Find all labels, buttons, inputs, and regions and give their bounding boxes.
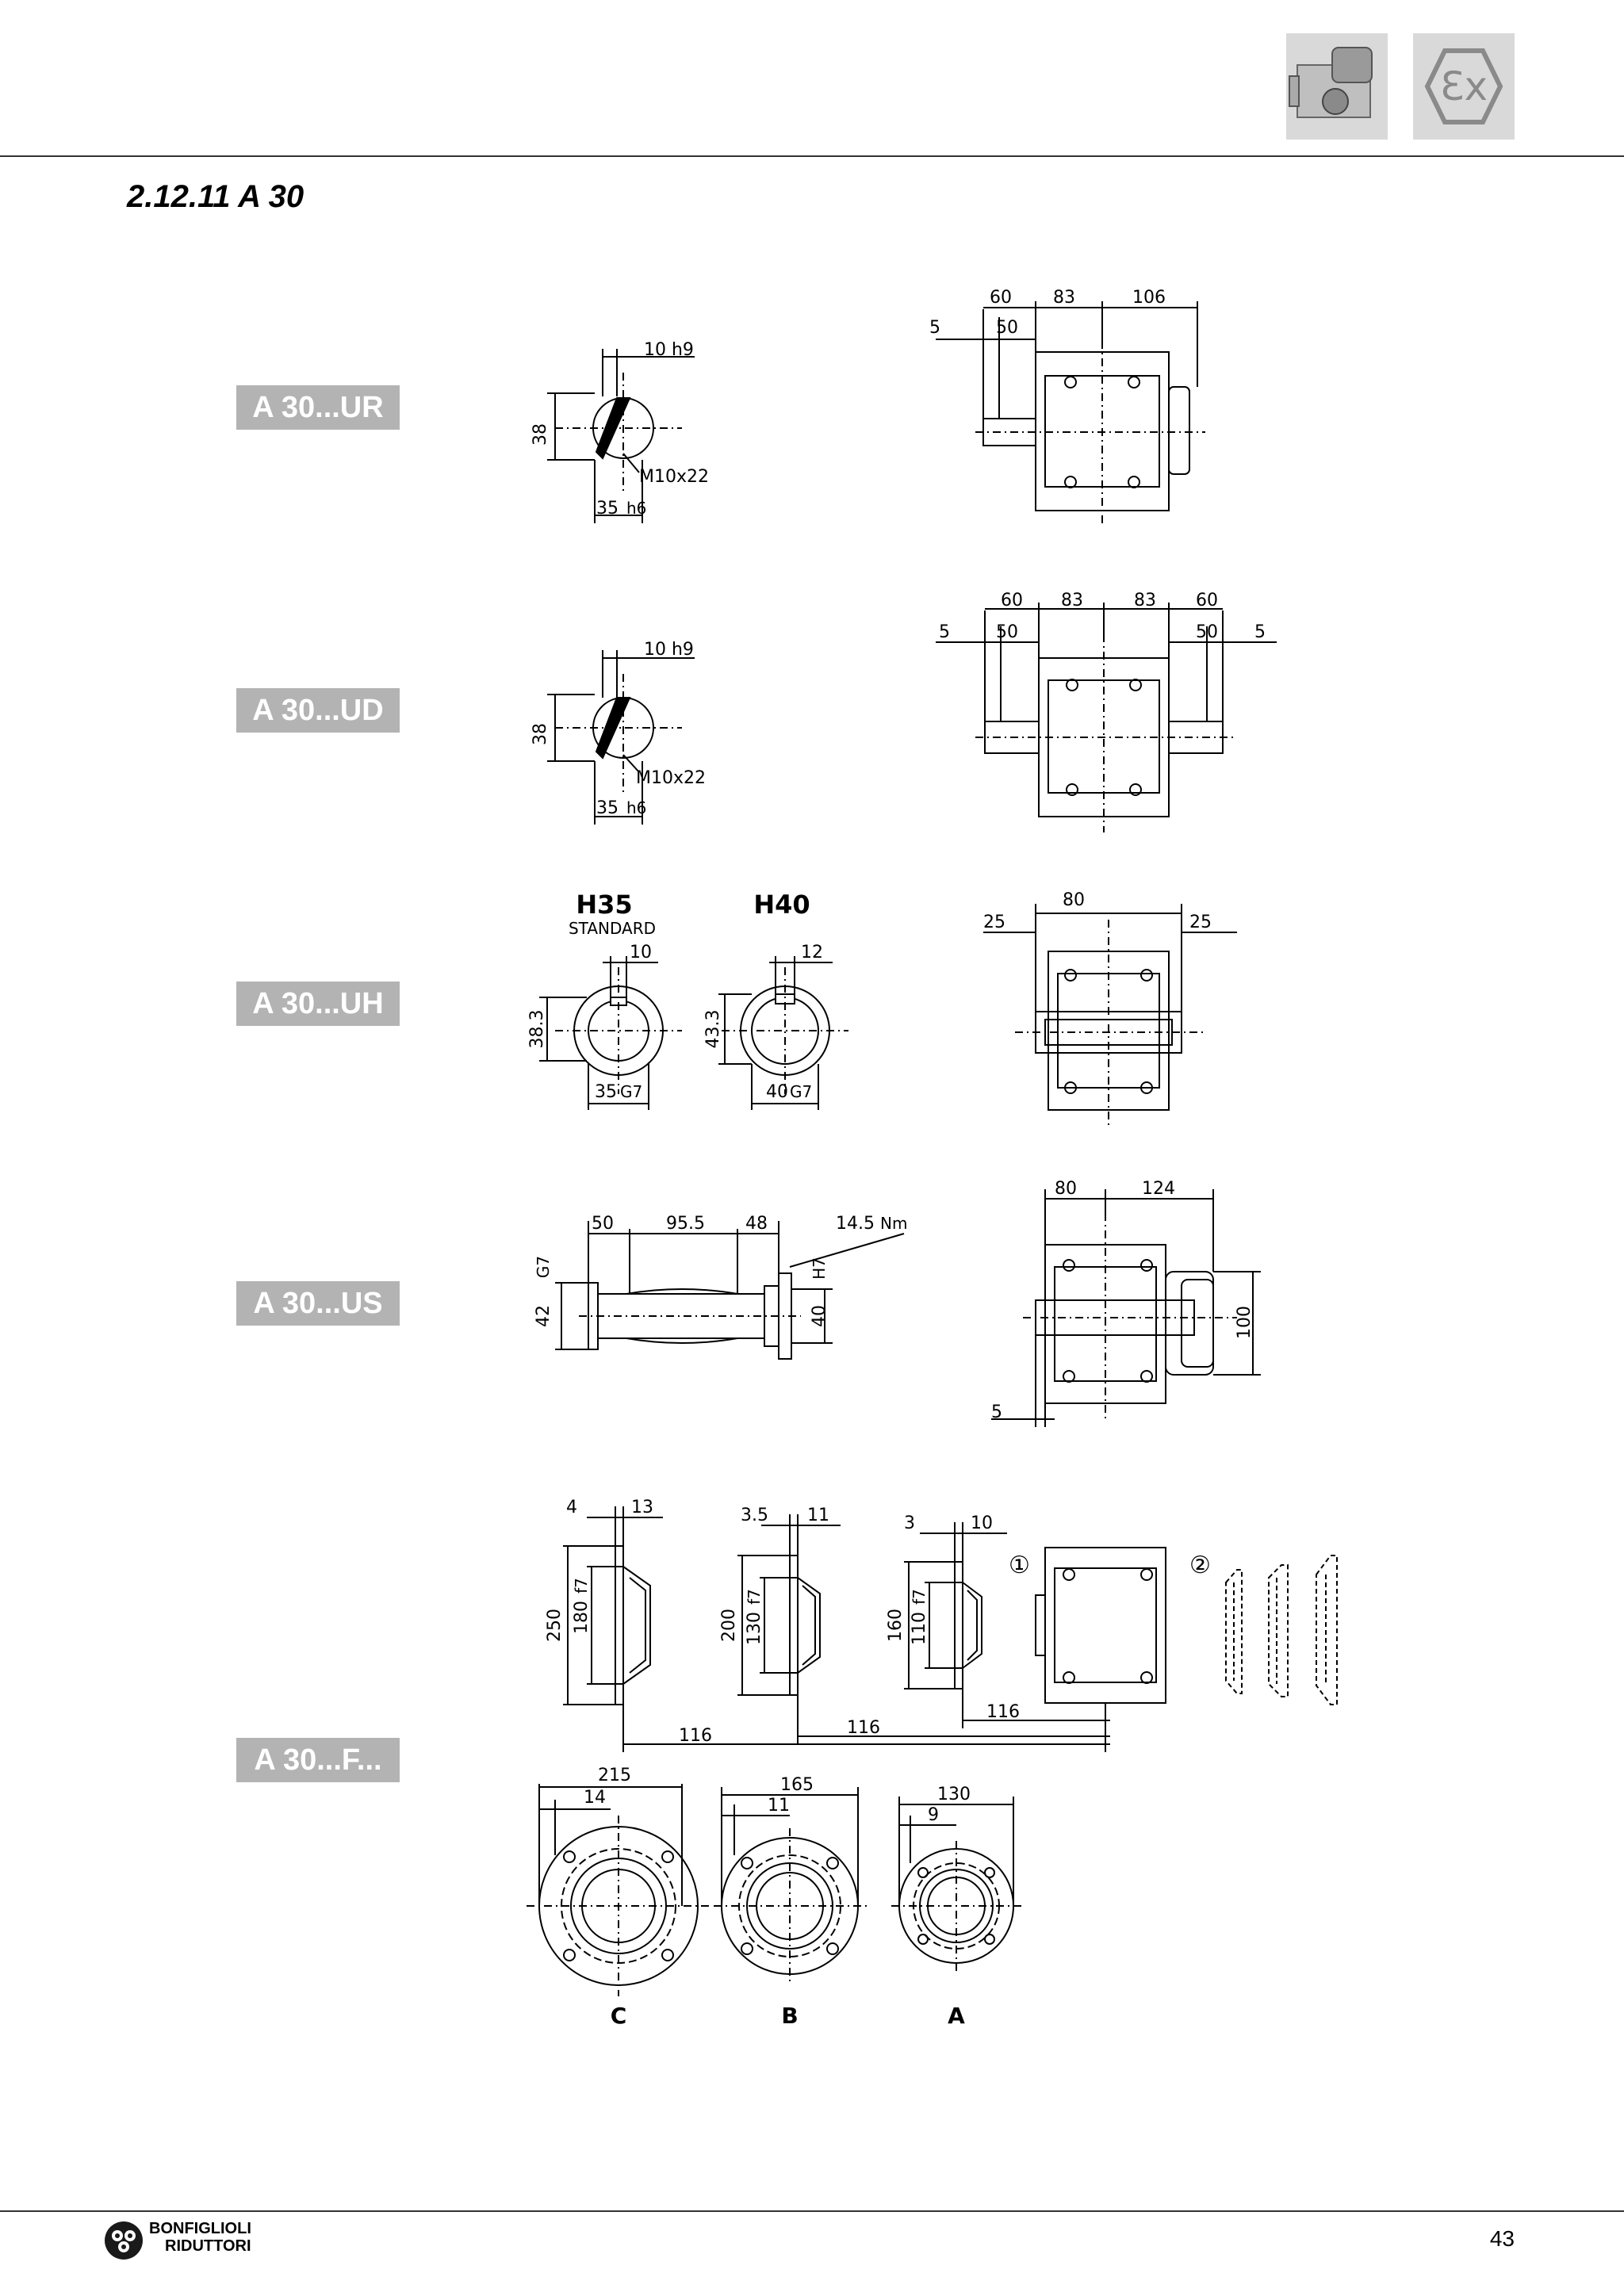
us-dim-100: 100	[1235, 1306, 1254, 1339]
ud-front-view	[936, 603, 1277, 832]
flange-a-hole: 9	[928, 1805, 939, 1825]
ud-dim-5-right: 5	[1254, 622, 1266, 642]
ur-key-height: 38	[530, 423, 550, 446]
flange-a-outer: 160	[886, 1609, 906, 1642]
uh-dim-25-left: 25	[983, 913, 1005, 932]
flange-c-a: 4	[566, 1498, 577, 1517]
flange-a-b: 10	[971, 1513, 993, 1533]
ur-shaft-dia: 35	[596, 499, 619, 519]
flange-c-letter: C	[610, 2003, 627, 2029]
flange-c-tol: f7	[572, 1578, 591, 1594]
ex-symbol: Ɛx	[1439, 63, 1488, 109]
uh-h40-bore: 40	[766, 1082, 788, 1102]
flange-b-tol: f7	[745, 1589, 764, 1605]
variant-label-us: A 30...US	[236, 1281, 400, 1326]
uh-h35-standard: STANDARD	[568, 919, 657, 938]
ud-dim-83-left: 83	[1061, 591, 1083, 610]
us-dim-124: 124	[1142, 1179, 1175, 1199]
marker-two: ②	[1189, 1552, 1211, 1579]
uh-h40-title: H40	[753, 890, 810, 920]
us-torque: 14.5	[836, 1214, 875, 1234]
uh-h35-height: 38.3	[527, 1009, 547, 1049]
ur-shaft-section	[547, 349, 695, 523]
us-front-view	[991, 1189, 1261, 1427]
uh-dim-80: 80	[1063, 890, 1085, 910]
section-title: 2.12.11 A 30	[127, 179, 304, 214]
ud-dim-83-right: 83	[1134, 591, 1156, 610]
us-dim-5: 5	[991, 1402, 1002, 1422]
uh-h40-height: 43.3	[703, 1009, 723, 1049]
ud-dim-60-right: 60	[1196, 591, 1218, 610]
flange-b-outer: 200	[719, 1609, 739, 1642]
us-dim-40: 40	[810, 1305, 829, 1327]
distance-b: 116	[847, 1718, 880, 1738]
ud-dim-50-left: 50	[996, 622, 1018, 642]
ud-shaft-tol: h6	[626, 798, 647, 817]
brand-line-1: BONFIGLIOLI	[149, 2220, 251, 2237]
ud-key-height: 38	[530, 723, 550, 745]
uh-h40-tol: G7	[790, 1082, 813, 1101]
us-dim-48: 48	[745, 1214, 768, 1234]
uh-h35-title: H35	[576, 890, 633, 920]
ud-key-width: 10 h9	[644, 640, 694, 660]
page-number: 43	[1489, 2226, 1515, 2251]
uh-h35-key: 10	[630, 943, 652, 962]
variant-label-f: A 30...F...	[236, 1738, 400, 1782]
distance-a: 116	[986, 1702, 1020, 1722]
uh-h35-tol: G7	[620, 1082, 643, 1101]
marker-one: ①	[1009, 1552, 1030, 1579]
brand-name	[149, 2220, 251, 2255]
us-tol-h7: H7	[810, 1257, 829, 1280]
us-dim-42: 42	[534, 1305, 553, 1327]
flange-a-letter: A	[948, 2003, 965, 2029]
ur-front-view	[936, 301, 1205, 523]
ur-dim-83: 83	[1053, 288, 1075, 308]
flange-b-b: 11	[807, 1506, 829, 1525]
ur-thread: M10x22	[639, 467, 709, 487]
ur-shaft-tol: h6	[626, 499, 647, 518]
ur-dim-50: 50	[996, 318, 1018, 338]
us-dim-95-5: 95.5	[666, 1214, 705, 1234]
ud-dim-50-right: 50	[1196, 622, 1218, 642]
flange-c-outer: 250	[545, 1609, 565, 1642]
flange-b-letter: B	[781, 2003, 799, 2029]
flange-c-pilot: 180	[572, 1601, 592, 1634]
variant-label-ud: A 30...UD	[236, 688, 400, 733]
uh-h35-bore: 35	[595, 1082, 617, 1102]
ur-dim-60: 60	[990, 288, 1012, 308]
uh-dim-25-right: 25	[1189, 913, 1212, 932]
ur-key-width: 10 h9	[644, 340, 694, 360]
ud-shaft-dia: 35	[596, 798, 619, 818]
f-flange-options	[1226, 1556, 1337, 1705]
variant-label-ur: A 30...UR	[236, 385, 400, 430]
uh-h40-key: 12	[801, 943, 823, 962]
us-torque-unit: Nm	[880, 1214, 908, 1233]
bonfiglioli-logo-icon	[103, 2220, 144, 2261]
ud-shaft-section	[547, 650, 695, 825]
us-shaft-kit	[555, 1221, 904, 1359]
flange-c-hole: 14	[584, 1788, 606, 1808]
footer-rule	[0, 2210, 1624, 2212]
flange-c-front	[527, 1784, 710, 1996]
uh-front-view	[983, 904, 1237, 1126]
flange-a-tol: f7	[910, 1589, 929, 1605]
us-dim-50: 50	[592, 1214, 614, 1234]
ud-dim-5-left: 5	[939, 622, 950, 642]
f-gearbox-view	[623, 1548, 1166, 1752]
us-tol-g7: G7	[534, 1255, 553, 1279]
ud-dim-60-left: 60	[1001, 591, 1023, 610]
distance-c: 116	[679, 1726, 712, 1746]
flange-b-a: 3.5	[741, 1506, 768, 1525]
flange-a-front	[891, 1797, 1023, 1973]
flange-b-pilot: 130	[745, 1612, 764, 1645]
flange-b-hole: 11	[768, 1796, 790, 1816]
ur-dim-106: 106	[1132, 288, 1166, 308]
flange-c-diameter: 215	[598, 1766, 631, 1785]
flange-b-diameter: 165	[780, 1775, 814, 1795]
ud-thread: M10x22	[636, 768, 706, 788]
ur-dim-5: 5	[929, 318, 940, 338]
variant-label-uh: A 30...UH	[236, 982, 400, 1026]
brand-line-2: RIDUTTORI	[165, 2237, 251, 2255]
flange-a-pilot: 110	[910, 1612, 929, 1645]
flange-a-diameter: 130	[937, 1785, 971, 1804]
us-dim-80: 80	[1055, 1179, 1077, 1199]
flange-b-front	[714, 1787, 869, 1984]
flange-c-b: 13	[631, 1498, 653, 1517]
flange-a-a: 3	[904, 1513, 915, 1533]
